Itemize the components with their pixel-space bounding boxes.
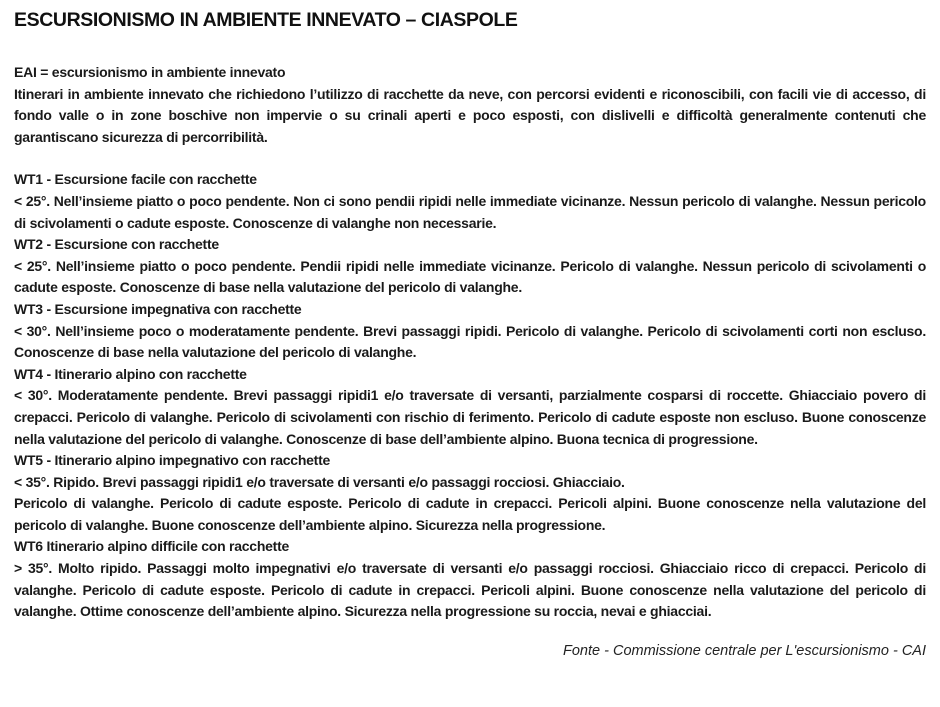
grade-section-wt2 — [14, 234, 926, 299]
intro-section — [14, 62, 926, 148]
grade-description: > 35°. Molto ripido. Passaggi molto impegnativi e/o traversate di versanti e/o passaggi rocciosi. Ghiacciaio ricco di crepacci. Pericolo di valanghe. Pericolo di cadute esposte. Pericolo di cadute in crepacci. Pericoli alpini. Buone conoscenze nella valutazione del pericolo di valanghe. Ottime conoscenze dell’ambiente alpino. Sicurezza nella progressione su roccia, nevai e ghiacciai. — [14, 560, 926, 620]
grade-section-wt5 — [14, 450, 926, 536]
grade-list — [14, 169, 926, 622]
grade-section-wt1 — [14, 169, 926, 234]
intro-description: Itinerari in ambiente innevato che richiedono l’utilizzo di racchette da neve, con percorsi evidenti e riconoscibili, con facili vie di accesso, di fondo valle o in zone boschive non impervie o su crinali aperti e poco esposti, con dislivelli e difficoltà generalmente contenuti che garantiscano sicurezza di percorribilità. — [14, 85, 926, 145]
grade-section-wt6 — [14, 536, 926, 622]
page-title: ESCURSIONISMO IN AMBIENTE INNEVATO – CIASPOLE — [14, 9, 518, 31]
eai-definition: EAI = escursionismo in ambiente innevato — [14, 64, 286, 80]
grade-description: < 25°. Nell’insieme piatto o poco pendente. Pendii ripidi nelle immediate vicinanze. Pericolo di valanghe. Nessun pericolo di scivolamenti o cadute esposte. Conoscenze di base nella valutazione del pericolo di valanghe. — [14, 257, 926, 296]
grade-description: < 25°. Nell’insieme piatto o poco pendente. Non ci sono pendii ripidi nelle immediate vicinanze. Nessun pericolo di valanghe. Nessun pericolo di scivolamenti o cadute esposte. Conoscenze di valanghe non necessarie. — [14, 192, 926, 231]
grade-heading: WT3 - Escursione impegnativa con racchette — [14, 300, 302, 317]
grade-heading: WT1 - Escursione facile con racchette — [14, 171, 257, 188]
grade-description: < 30°. Nell’insieme poco o moderatamente pendente. Brevi passaggi ripidi. Pericolo di valanghe. Pericolo di scivolamenti corti non escluso. Conoscenze di base nella valutazione del pericolo di valanghe. — [14, 322, 926, 361]
grade-heading: WT4 - Itinerario alpino con racchette — [14, 365, 247, 382]
grade-heading: WT5 - Itinerario alpino impegnativo con racchette — [14, 452, 331, 469]
grade-section-wt3 — [14, 299, 926, 364]
grade-heading: WT6 Itinerario alpino difficile con racchette — [14, 538, 290, 555]
grade-description: Pericolo di valanghe. Pericolo di cadute esposte. Pericolo di cadute in crepacci. Pericoli alpini. Buone conoscenze nella valutazione del pericolo di valanghe. Buone conoscenze dell’ambiente alpino. Sicurezza nella progressione. — [14, 495, 926, 533]
source-note: Fonte - Commissione centrale per L'escursionismo - CAI — [563, 642, 926, 659]
grade-description: < 30°. Moderatamente pendente. Brevi passaggi ripidi1 e/o traversate di versanti, parzialmente cosparsi di roccette. Ghiacciaio povero di crepacci. Pericolo di valanghe. Pericolo di scivolamenti con rischio di ferimento. Pericolo di cadute esposte non escluso. Buone conoscenze nella valutazione del pericolo di valanghe. Conoscenze di base dell’ambiente alpino. Buona tecnica di progressione. — [14, 387, 926, 447]
grade-heading: WT2 - Escursione con racchette — [14, 236, 219, 253]
grade-description: < 35°. Ripido. Brevi passaggi ripidi1 e/o traversate di versanti e/o passaggi rocciosi. Ghiacciaio. — [14, 473, 625, 490]
grade-section-wt4 — [14, 364, 926, 450]
